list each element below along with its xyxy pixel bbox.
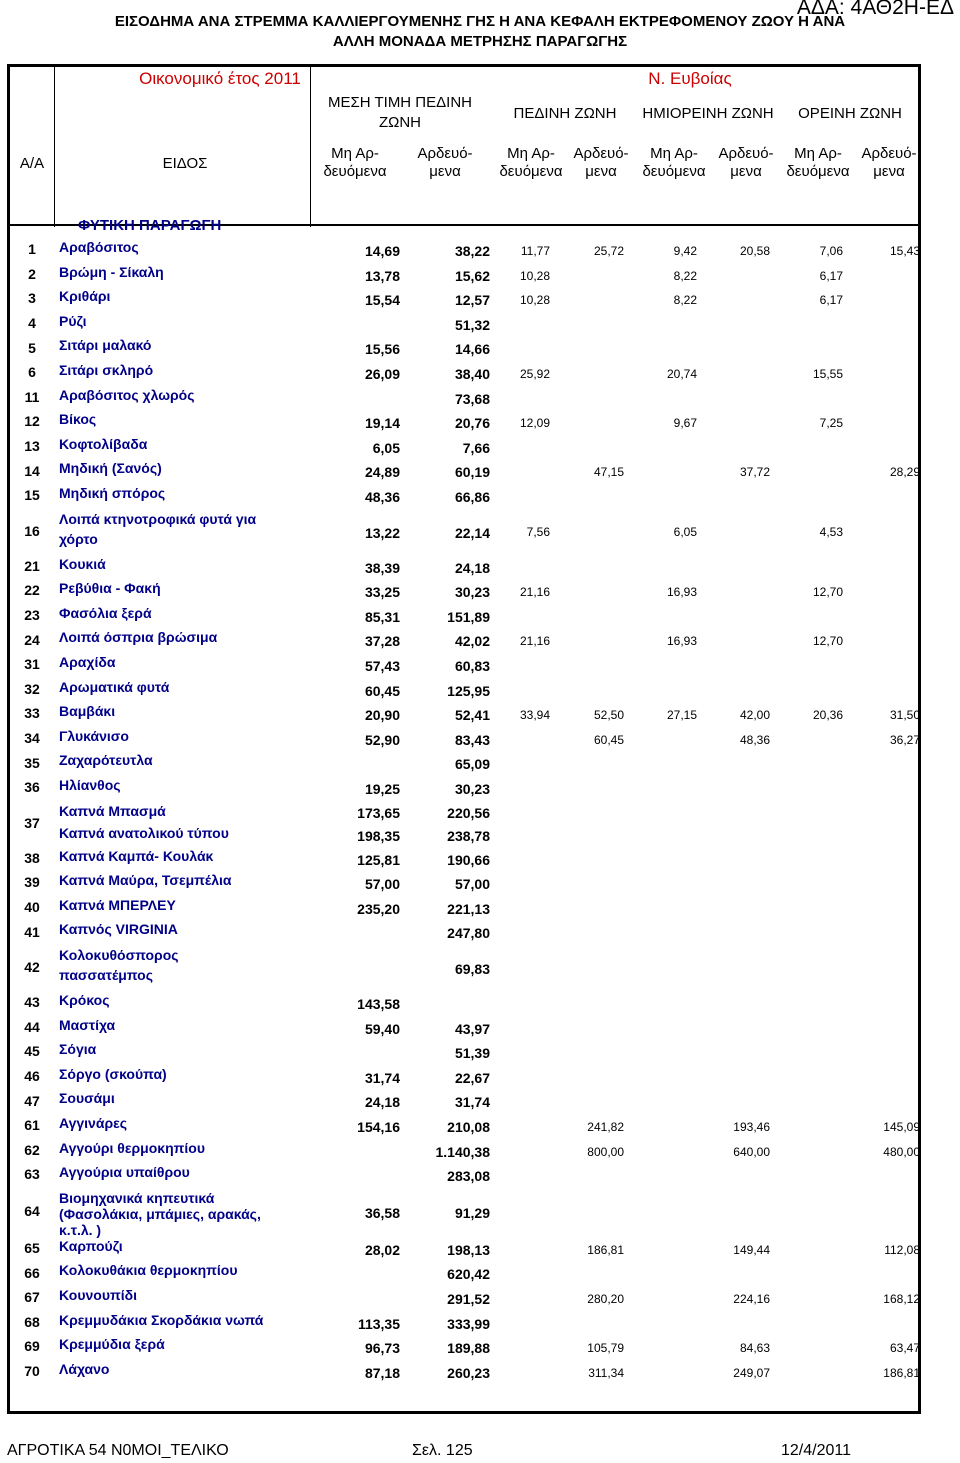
avg-irrigated: 91,29 [454,1205,490,1222]
crop-name: Αραβόσιτος χλωρός [59,386,195,403]
crop-name: Καρπούζι [59,1237,123,1254]
avg-irrigated: 260,23 [447,1364,490,1381]
mountain-irrigated: 168,12 [883,1292,920,1306]
mountain-irrigated: 63,47 [889,1341,920,1356]
row-number: 64 [24,1203,40,1220]
row-number: 1 [28,241,36,258]
plain-irrigated: 311,34 [588,1365,624,1380]
row-number: 14 [24,462,40,479]
avg-non-irrigated: 154,16 [357,1119,400,1135]
semi-mountain-zone-header: ΗΜΙΟΡΕΙΝΗ ΖΩΝΗ [642,105,774,122]
crop-name: Μηδική (Σανός) [59,460,162,477]
mountain-irrigated: 31,50 [889,708,920,723]
plain-non-irrigated: 21,16 [519,634,550,649]
table-row [10,1016,924,1041]
mountain-irrigated: 28,29 [889,465,920,480]
crop-name: Καπνά Μπασμά [59,802,166,819]
table-row [10,991,924,1016]
row-number: 36 [24,779,40,796]
document-title-line2: ΑΛΛΗ ΜΟΝΑΔΑ ΜΕΤΡΗΣΗΣ ΠΑΡΑΓΩΓΗΣ [332,33,628,50]
mountain-irrigated: 36,27 [889,732,920,747]
crop-name: Κρεμμυδάκια Σκορδάκια νωπά [59,1311,264,1328]
table-row [10,1188,924,1237]
avg-header-line1: ΜΕΣΗ ΤΙΜΗ ΠΕΔΙΝΗ [327,94,473,111]
avg-irrigated: 190,66 [447,851,490,868]
avg-non-irrigated: 36,58 [364,1205,400,1222]
table-row [10,435,924,460]
row-number: 22 [24,582,40,599]
avg-irrigated: 65,09 [454,756,490,773]
row-number: 34 [24,730,40,747]
table-row [10,287,924,312]
table-row [10,1286,924,1311]
semi-non-irrigated: 20,74 [666,367,697,381]
table-row [10,509,924,555]
plain-irrigated: 60,45 [593,732,624,747]
table-row [10,459,924,484]
crop-name: Ζαχαρότευτλα [59,752,153,769]
avg-irrigated: 291,52 [447,1291,490,1307]
semi-irrigated: 249,07 [733,1365,770,1380]
avg-irrigated: 22,14 [454,524,490,541]
crop-name: Κριθάρι [59,288,111,305]
table-row [10,1089,924,1114]
mountain-irrigated: 112,08 [884,1242,920,1257]
crop-name: Ρεβύθια - Φακή [59,580,161,597]
crop-name: Σιτάρι σκληρό [59,362,154,378]
table-row [10,896,924,921]
table-row [10,871,924,896]
section-title: ΦΥΤΙΚΗ ΠΑΡΑΓΩΓΗ [78,217,222,234]
crop-name: Αγγούρια υπαίθρου [59,1164,190,1181]
avg-irrigated: 221,13 [447,900,490,917]
row-number: 32 [24,680,40,697]
avg-irrigated: 189,88 [447,1340,490,1357]
plain-non-irrigated: 12,09 [519,416,550,431]
plain-irrigated: 25,72 [593,244,624,258]
footer-page: Σελ. 125 [412,1442,473,1459]
crop-name: Καπνά ΜΠΕΡΛΕΥ [59,896,176,913]
crop-name: Κολοκυθάκια θερμοκηπίου [59,1262,238,1279]
avg-non-irrigated: 24,89 [364,464,400,481]
table-row [10,1237,924,1262]
table-row [10,1261,924,1286]
plain-non-irrigated: 21,16 [519,585,550,600]
semi-irrigated: 48,36 [739,732,770,747]
table-row [10,336,924,361]
row-number: 46 [24,1068,40,1085]
non-irrigated-subheader: Μη Αρ- δευόμενα [499,145,563,180]
crop-name: Αραχίδα [59,654,116,670]
semi-irrigated: 224,16 [733,1292,770,1306]
avg-non-irrigated: 198,35 [357,827,400,844]
crop-name: Αγγούρι θερμοκηπίου [59,1139,205,1156]
avg-irrigated: 220,56 [447,804,490,821]
avg-irrigated: 7,66 [462,439,490,456]
type-header: ΕΙΔΟΣ [162,155,208,172]
table-row [10,1335,924,1360]
row-number: 33 [24,705,40,722]
avg-non-irrigated: 173,65 [357,804,400,821]
avg-non-irrigated: 24,18 [364,1094,400,1111]
table-row [10,678,924,703]
crop-name: Λοιπά κτηνοτροφικά φυτά για [59,510,257,527]
avg-irrigated: 38,22 [454,243,490,259]
semi-irrigated: 193,46 [733,1120,770,1134]
crop-name: Σόγια [59,1041,97,1058]
row-number: 11 [24,388,40,405]
avg-non-irrigated: 113,35 [357,1315,400,1332]
mountain-irrigated: 186,81 [883,1365,920,1380]
crop-name: Μηδική σπόρος [59,485,166,501]
semi-non-irrigated: 8,22 [673,293,697,308]
table-row [10,1360,924,1385]
crop-name: Βαμβάκι [59,703,116,720]
crop-name: Ρύζι [59,312,87,329]
plain-non-irrigated: 7,56 [526,524,550,539]
crop-name: Λοιπά όσπρια βρώσιμα [59,629,218,646]
avg-non-irrigated: 33,25 [364,584,400,601]
crop-name: (Φασολάκια, μπάμιες, αρακάς, [59,1205,261,1222]
row-number: 69 [24,1338,40,1355]
crop-name: Καπνά ανατολικού τύπου [59,824,229,841]
avg-irrigated: 30,23 [454,781,490,797]
document-id-stamp: ΑΔΑ: 4ΑΘ2Η-ΕΔ [796,0,954,19]
avg-irrigated: 12,57 [454,292,490,309]
avg-irrigated: 333,99 [447,1315,490,1332]
crop-name: Κολοκυθόσπορος [59,947,179,963]
avg-non-irrigated: 19,14 [364,415,400,432]
crop-name: Καπνός VIRGINIA [59,921,178,938]
crop-name: πασσατέμπος [59,967,153,983]
avg-non-irrigated: 38,39 [364,559,400,576]
avg-non-irrigated: 28,02 [364,1241,400,1258]
avg-irrigated: 30,23 [454,584,490,601]
table-row [10,1114,924,1139]
irrigated-subheader: Αρδευό- μενα [417,145,473,180]
crop-name: Μαστίχα [59,1016,116,1033]
avg-non-irrigated: 85,31 [364,608,400,625]
row-number: 43 [24,994,40,1011]
avg-irrigated: 151,89 [447,608,490,625]
fiscal-year: Οικονομικό έτος 2011 [139,69,301,88]
plain-non-irrigated: 25,92 [519,367,550,381]
table-row [10,361,924,386]
semi-non-irrigated: 16,93 [666,585,697,600]
avg-irrigated: 42,02 [454,633,490,650]
crop-name: Κρόκος [59,992,110,1008]
avg-irrigated: 1.140,38 [435,1143,490,1160]
mountain-non-irrigated: 12,70 [812,634,843,649]
table-row [10,604,924,629]
avg-non-irrigated: 37,28 [364,633,400,650]
row-number: 41 [24,923,40,940]
avg-irrigated: 60,19 [454,464,490,481]
plain-irrigated: 800,00 [587,1144,624,1159]
mountain-irrigated: 145,09 [883,1120,920,1134]
table-row [10,1311,924,1336]
row-number: 3 [28,290,36,307]
document-title-line1: ΕΙΣΟΔΗΜΑ ΑΝΑ ΣΤΡΕΜΜΑ ΚΑΛΛΙΕΡΓΟΥΜΕΝΗΣ ΓΗΣ Η ΑΝΑ ΚΕΦΑΛΗ ΕΚΤΡΕΦΟΜΕΝΟΥ ΖΩΟΥ Η ΑΝΑ [114,13,846,30]
row-number: 35 [24,754,40,771]
crop-name: Ηλίανθος [59,777,121,793]
avg-non-irrigated: 15,54 [364,292,400,309]
avg-irrigated: 283,08 [447,1168,490,1185]
mountain-non-irrigated: 15,55 [812,367,843,381]
avg-non-irrigated: 57,43 [364,658,400,674]
table-row [10,312,924,337]
table-row [10,653,924,678]
avg-non-irrigated: 96,73 [364,1340,400,1357]
irrigated-subheader: Αρδευό- μενα [573,145,629,180]
avg-non-irrigated: 31,74 [364,1069,400,1086]
plain-irrigated: 52,50 [593,708,624,723]
avg-non-irrigated: 125,81 [357,851,400,868]
crop-name: Βίκος [59,411,97,428]
crop-name: Γλυκάνισο [59,727,129,744]
aa-header: Α/Α [19,155,45,172]
row-number: 31 [24,656,40,673]
crop-name: Αγγινάρες [59,1115,128,1131]
avg-irrigated: 43,97 [454,1020,490,1037]
avg-irrigated: 22,67 [454,1069,490,1086]
semi-irrigated: 149,44 [733,1242,770,1257]
crop-name: Καπνά Μαύρα, Τσεμπέλια [59,872,232,889]
avg-irrigated: 31,74 [454,1094,490,1111]
avg-irrigated: 210,08 [447,1119,490,1135]
row-number: 68 [24,1313,40,1330]
footer-date: 12/4/2011 [781,1442,851,1459]
crop-name: Κουκιά [59,555,106,572]
avg-irrigated: 24,18 [454,559,490,576]
avg-non-irrigated: 15,56 [364,341,400,358]
avg-irrigated: 198,13 [447,1241,490,1258]
crop-name: Σόργο (σκούπα) [59,1065,167,1082]
avg-non-irrigated: 235,20 [357,900,400,917]
semi-non-irrigated: 9,42 [673,244,697,258]
plain-non-irrigated: 10,28 [519,268,550,283]
table-row [10,776,924,801]
irrigated-subheader: Αρδευό- μενα [861,145,917,180]
avg-non-irrigated: 60,45 [364,682,400,699]
table-row [10,1163,924,1188]
plain-non-irrigated: 10,28 [519,293,550,308]
crop-name: Φασόλια ξερά [59,604,152,621]
plain-zone-header: ΠΕΔΙΝΗ ΖΩΝΗ [513,105,617,122]
plain-irrigated: 241,82 [587,1120,624,1134]
table-row [10,628,924,653]
avg-irrigated: 51,32 [454,316,490,333]
avg-irrigated: 238,78 [447,827,490,844]
row-number: 21 [24,557,40,574]
crop-name: Κρεμμύδια ξερά [59,1336,165,1353]
table-row [10,751,924,776]
avg-irrigated: 60,83 [454,658,490,674]
plain-irrigated: 186,81 [587,1242,624,1257]
mountain-irrigated: 480,00 [883,1144,920,1159]
mountain-non-irrigated: 7,06 [819,244,843,258]
row-number: 39 [24,874,40,891]
row-number: 66 [24,1264,40,1281]
table-row [10,801,924,847]
row-number: 5 [28,339,36,356]
mountain-non-irrigated: 7,25 [819,416,843,431]
income-table [7,64,921,1414]
table-row [10,945,924,991]
row-number: 13 [24,438,40,455]
table-row [10,920,924,945]
avg-non-irrigated: 52,90 [364,731,400,748]
avg-irrigated: 66,86 [454,489,490,505]
table-row [10,1040,924,1065]
semi-non-irrigated: 8,22 [673,268,697,283]
crop-name: χόρτο [59,530,98,547]
plain-irrigated: 280,20 [587,1292,624,1306]
non-irrigated-subheader: Μη Αρ- δευόμενα [323,145,387,180]
table-row [10,555,924,580]
footer-source: ΑΓΡΟΤΙΚΑ 54 N0ΜΟΙ_ΤΕΛΙΚΟ [7,1442,229,1459]
row-number: 63 [24,1166,40,1183]
avg-non-irrigated: 26,09 [364,366,400,382]
row-number: 67 [24,1289,40,1306]
crop-name: Αραβόσιτος [59,239,139,255]
semi-non-irrigated: 6,05 [673,524,697,539]
semi-irrigated: 640,00 [733,1144,770,1159]
crop-name: Αρωματικά φυτά [59,678,170,695]
row-number: 12 [24,413,40,430]
crop-name: Κουνουπίδι [59,1287,137,1303]
row-number: 23 [24,607,40,624]
crop-name: Κοφτολίβαδα [59,435,148,452]
mountain-non-irrigated: 6,17 [819,293,843,308]
avg-non-irrigated: 13,22 [364,524,400,541]
table-row [10,1065,924,1090]
semi-non-irrigated: 9,67 [673,416,697,431]
table-row [10,386,924,411]
avg-irrigated: 69,83 [454,961,490,977]
mountain-non-irrigated: 4,53 [819,524,843,539]
row-number: 61 [24,1117,40,1134]
crop-name: Καπνά Καμπά- Κουλάκ [59,847,214,864]
row-number: 45 [24,1043,40,1060]
table-row [10,484,924,509]
table-row [10,263,924,288]
row-number: 2 [28,265,36,282]
table-row [10,727,924,752]
avg-non-irrigated: 13,78 [364,267,400,284]
avg-irrigated: 73,68 [454,390,490,407]
row-number: 62 [24,1141,40,1158]
avg-irrigated: 38,40 [454,366,490,382]
plain-non-irrigated: 33,94 [519,708,550,723]
row-number: 44 [24,1018,40,1035]
row-number: 24 [24,631,40,648]
row-number: 15 [24,487,40,504]
row-number: 16 [24,522,40,539]
semi-irrigated: 20,58 [739,244,770,258]
semi-irrigated: 37,72 [739,465,770,480]
avg-non-irrigated: 87,18 [364,1364,400,1381]
row-number: 4 [28,315,36,332]
row-number: 40 [24,899,40,916]
semi-irrigated: 84,63 [739,1341,770,1356]
avg-non-irrigated: 48,36 [364,489,400,505]
row-number: 42 [24,959,40,975]
avg-non-irrigated: 19,25 [364,781,400,797]
avg-irrigated: 125,95 [447,682,490,699]
table-row [10,702,924,727]
crop-name: Βιομηχανικά κηπευτικά [59,1189,215,1206]
mountain-non-irrigated: 12,70 [812,585,843,600]
irrigated-subheader: Αρδευό- μενα [718,145,774,180]
table-row [10,238,924,263]
avg-irrigated: 247,80 [447,925,490,942]
avg-non-irrigated: 14,69 [364,243,400,259]
mountain-non-irrigated: 20,36 [812,708,843,723]
avg-non-irrigated: 6,05 [372,439,400,456]
non-irrigated-subheader: Μη Αρ- δευόμενα [786,145,850,180]
table-row [10,1139,924,1164]
plain-irrigated: 47,15 [593,465,624,480]
crop-name: Βρώμη - Σίκαλη [59,263,164,280]
table-row [10,579,924,604]
semi-irrigated: 42,00 [739,708,770,723]
semi-non-irrigated: 16,93 [666,634,697,649]
avg-irrigated: 51,39 [454,1045,490,1062]
row-number: 70 [24,1363,40,1380]
avg-irrigated: 52,41 [454,707,490,724]
mountain-non-irrigated: 6,17 [819,268,843,283]
crop-name: κ.τ.λ. ) [59,1221,102,1238]
mountain-irrigated: 15,43 [889,244,920,258]
avg-irrigated: 83,43 [454,731,490,748]
mountain-zone-header: ΟΡΕΙΝΗ ΖΩΝΗ [798,105,902,122]
avg-irrigated: 57,00 [454,876,490,893]
plain-non-irrigated: 11,77 [520,244,550,258]
avg-non-irrigated: 143,58 [357,996,400,1012]
row-number: 38 [24,849,40,866]
crop-name: Σουσάμι [59,1090,115,1107]
non-irrigated-subheader: Μη Αρ- δευόμενα [642,145,706,180]
row-number: 65 [24,1240,40,1257]
crop-name: Λάχανο [59,1360,110,1377]
row-number: 6 [28,364,36,381]
avg-irrigated: 15,62 [454,267,490,284]
avg-non-irrigated: 57,00 [364,876,400,893]
avg-irrigated: 20,76 [454,415,490,432]
avg-header-line2: ΖΩΝΗ [378,114,422,131]
avg-irrigated: 14,66 [454,341,490,358]
avg-non-irrigated: 59,40 [364,1020,400,1037]
avg-non-irrigated: 20,90 [364,707,400,724]
semi-non-irrigated: 27,15 [666,708,697,723]
crop-name: Σιτάρι μαλακό [59,337,152,354]
table-row [10,410,924,435]
prefecture: Ν. Ευβοίας [648,69,732,88]
table-row [10,847,924,872]
row-number: 47 [24,1092,40,1109]
plain-irrigated: 105,79 [587,1341,624,1356]
avg-irrigated: 620,42 [447,1266,490,1283]
row-number: 37 [24,814,40,831]
